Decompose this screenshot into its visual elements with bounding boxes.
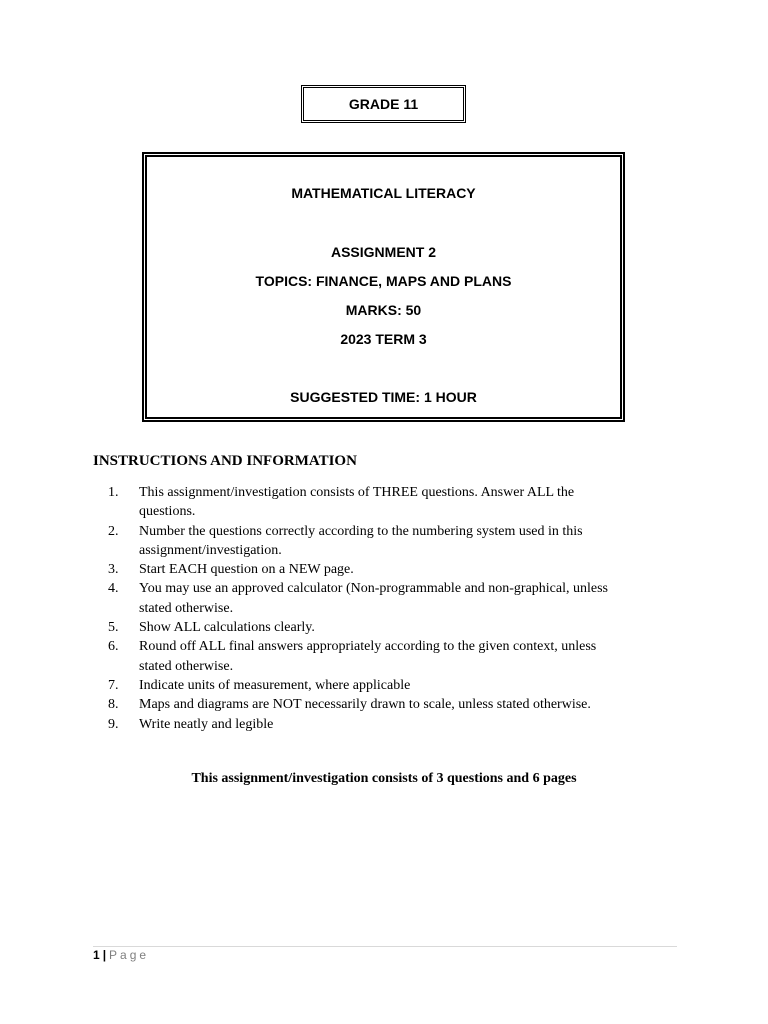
instruction-number: 8. — [108, 697, 119, 713]
footer-divider — [93, 946, 677, 947]
instruction-item — [108, 715, 688, 734]
instruction-text — [139, 715, 688, 734]
instruction-number: 3. — [108, 562, 119, 578]
instruction-text — [139, 618, 688, 637]
instruction-line: Round off ALL final answers appropriately according to the given context, unless — [139, 639, 597, 655]
instruction-line: Maps and diagrams are NOT necessarily drawn to scale, unless stated otherwise. — [139, 697, 591, 713]
page-number: 1 — [93, 948, 100, 962]
instruction-text — [139, 695, 688, 714]
instructions-heading: INSTRUCTIONS AND INFORMATION — [93, 453, 357, 469]
instruction-item — [108, 695, 688, 714]
instruction-line: Write neatly and legible — [139, 716, 274, 732]
instruction-item — [108, 522, 688, 561]
instruction-item — [108, 483, 688, 522]
topics-line: TOPICS: FINANCE, MAPS AND PLANS — [255, 273, 512, 289]
instruction-line: Start EACH question on a NEW page. — [139, 562, 354, 578]
subject-title: MATHEMATICAL LITERACY — [291, 185, 476, 201]
instruction-item — [108, 579, 688, 618]
instruction-text — [139, 560, 688, 579]
instruction-text — [139, 483, 688, 522]
instruction-line: stated otherwise. — [139, 600, 234, 616]
instruction-item — [108, 637, 688, 676]
instruction-line: Show ALL calculations clearly. — [139, 620, 315, 636]
instruction-line: stated otherwise. — [139, 658, 234, 674]
instruction-text — [139, 676, 688, 695]
footer-separator: | — [102, 948, 107, 962]
summary-line — [0, 771, 768, 787]
time-line: SUGGESTED TIME: 1 HOUR — [290, 389, 477, 405]
assignment-title: ASSIGNMENT 2 — [330, 244, 436, 260]
instruction-item — [108, 560, 688, 579]
instruction-item — [108, 618, 688, 637]
instruction-number: 6. — [108, 639, 119, 655]
instruction-line: assignment/investigation. — [139, 542, 282, 558]
instruction-number: 2. — [108, 523, 119, 539]
instruction-number: 7. — [108, 677, 119, 693]
instruction-line: Number the questions correctly according to the numbering system used in this — [139, 523, 583, 539]
term-line: 2023 TERM 3 — [340, 331, 427, 347]
page-footer — [93, 948, 149, 962]
instruction-number: 5. — [108, 620, 119, 636]
instruction-text — [139, 579, 688, 618]
instruction-line: questions. — [139, 504, 196, 520]
instruction-text — [139, 522, 688, 561]
grade-box — [301, 85, 466, 123]
page-label: Page — [109, 948, 150, 962]
instructions-list — [108, 483, 688, 734]
instruction-line: Indicate units of measurement, where applicable — [139, 677, 411, 693]
instruction-number: 4. — [108, 581, 119, 597]
instruction-number: 1. — [108, 485, 119, 500]
instruction-line: You may use an approved calculator (Non-programmable and non-graphical, unless — [139, 581, 608, 597]
marks-line: MARKS: 50 — [345, 302, 422, 318]
instruction-number: 9. — [108, 716, 119, 732]
instruction-text — [139, 637, 688, 676]
summary-text: This assignment/investigation consists of 3 questions and 6 pages — [191, 771, 577, 786]
grade-label: GRADE 11 — [348, 96, 419, 112]
cover-box — [142, 152, 625, 422]
instruction-item — [108, 676, 688, 695]
instruction-line: This assignment/investigation consists of THREE questions. Answer ALL the — [139, 485, 575, 500]
